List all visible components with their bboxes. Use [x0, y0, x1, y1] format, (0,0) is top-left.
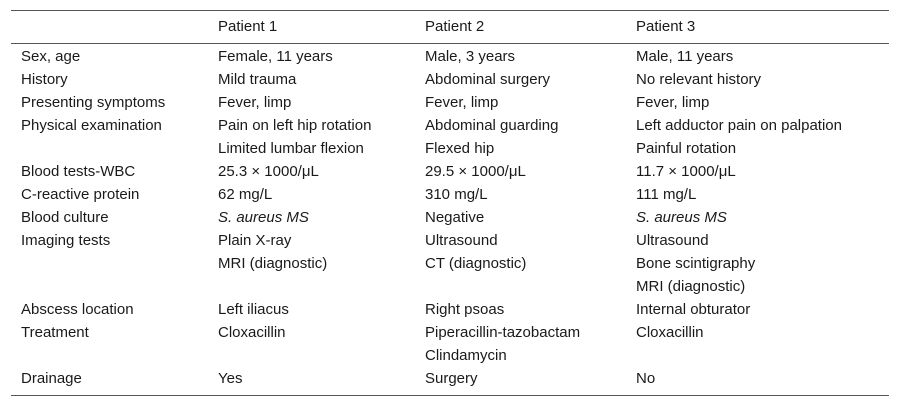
table-header-rule — [11, 43, 889, 44]
row-label: Abscess location — [21, 301, 134, 318]
row-label: Blood tests-WBC — [21, 163, 136, 180]
row-label: History — [21, 71, 68, 88]
table-cell: Cloxacillin — [218, 324, 286, 341]
table-cell: Fever, limp — [636, 94, 710, 111]
table-cell: Piperacillin-tazobactam — [425, 324, 581, 341]
table-cell: Surgery — [425, 370, 478, 387]
header-cell-patient-2: Patient 2 — [425, 18, 485, 35]
table-cell: Fever, limp — [218, 94, 292, 111]
table-cell: Ultrasound — [636, 232, 709, 249]
table-cell: Abdominal surgery — [425, 71, 551, 88]
table-cell: Left adductor pain on palpation — [636, 117, 842, 134]
table-cell: Painful rotation — [636, 140, 737, 157]
table-cell: MRI (diagnostic) — [636, 278, 746, 295]
row-label: C-reactive protein — [21, 186, 140, 203]
table-cell: Negative — [425, 209, 485, 226]
table-cell: Fever, limp — [425, 94, 499, 111]
table-cell: Ultrasound — [425, 232, 498, 249]
table-cell: Clindamycin — [425, 347, 507, 364]
table-cell: 25.3 × 1000/μL — [218, 163, 319, 180]
table-cell: 111 mg/L — [636, 186, 697, 203]
table-cell: Male, 3 years — [425, 48, 516, 65]
row-label: Treatment — [21, 324, 89, 341]
table-cell: 11.7 × 1000/μL — [636, 163, 736, 180]
table-cell: Yes — [218, 370, 243, 387]
table-cell: Right psoas — [425, 301, 505, 318]
row-label: Physical examination — [21, 117, 162, 134]
row-label: Drainage — [21, 370, 82, 387]
table-cell: S. aureus MS — [218, 209, 309, 226]
table-cell: Bone scintigraphy — [636, 255, 756, 272]
header-cell-patient-3: Patient 3 — [636, 18, 696, 35]
table-cell: No — [636, 370, 656, 387]
table-cell: Abdominal guarding — [425, 117, 559, 134]
row-label: Imaging tests — [21, 232, 111, 249]
table-cell: Plain X-ray — [218, 232, 292, 249]
table-cell: S. aureus MS — [636, 209, 727, 226]
header-cell-patient-1: Patient 1 — [218, 18, 278, 35]
table-cell: Internal obturator — [636, 301, 751, 318]
table-cell: Mild trauma — [218, 71, 297, 88]
table-cell: Male, 11 years — [636, 48, 734, 65]
row-label: Presenting symptoms — [21, 94, 166, 111]
table-cell: Pain on left hip rotation — [218, 117, 372, 134]
table-cell: 29.5 × 1000/μL — [425, 163, 526, 180]
table-top-rule — [11, 10, 889, 11]
table-cell: CT (diagnostic) — [425, 255, 527, 272]
table-cell: 310 mg/L — [425, 186, 488, 203]
table-cell: Flexed hip — [425, 140, 495, 157]
table-bottom-rule — [11, 395, 889, 396]
table-cell: Cloxacillin — [636, 324, 704, 341]
table-cell: Left iliacus — [218, 301, 289, 318]
table-cell: Limited lumbar flexion — [218, 140, 364, 157]
table-cell: No relevant history — [636, 71, 762, 88]
table-cell: 62 mg/L — [218, 186, 273, 203]
row-label: Sex, age — [21, 48, 81, 65]
table-cell: Female, 11 years — [218, 48, 333, 65]
table-cell: MRI (diagnostic) — [218, 255, 328, 272]
row-label: Blood culture — [21, 209, 109, 226]
